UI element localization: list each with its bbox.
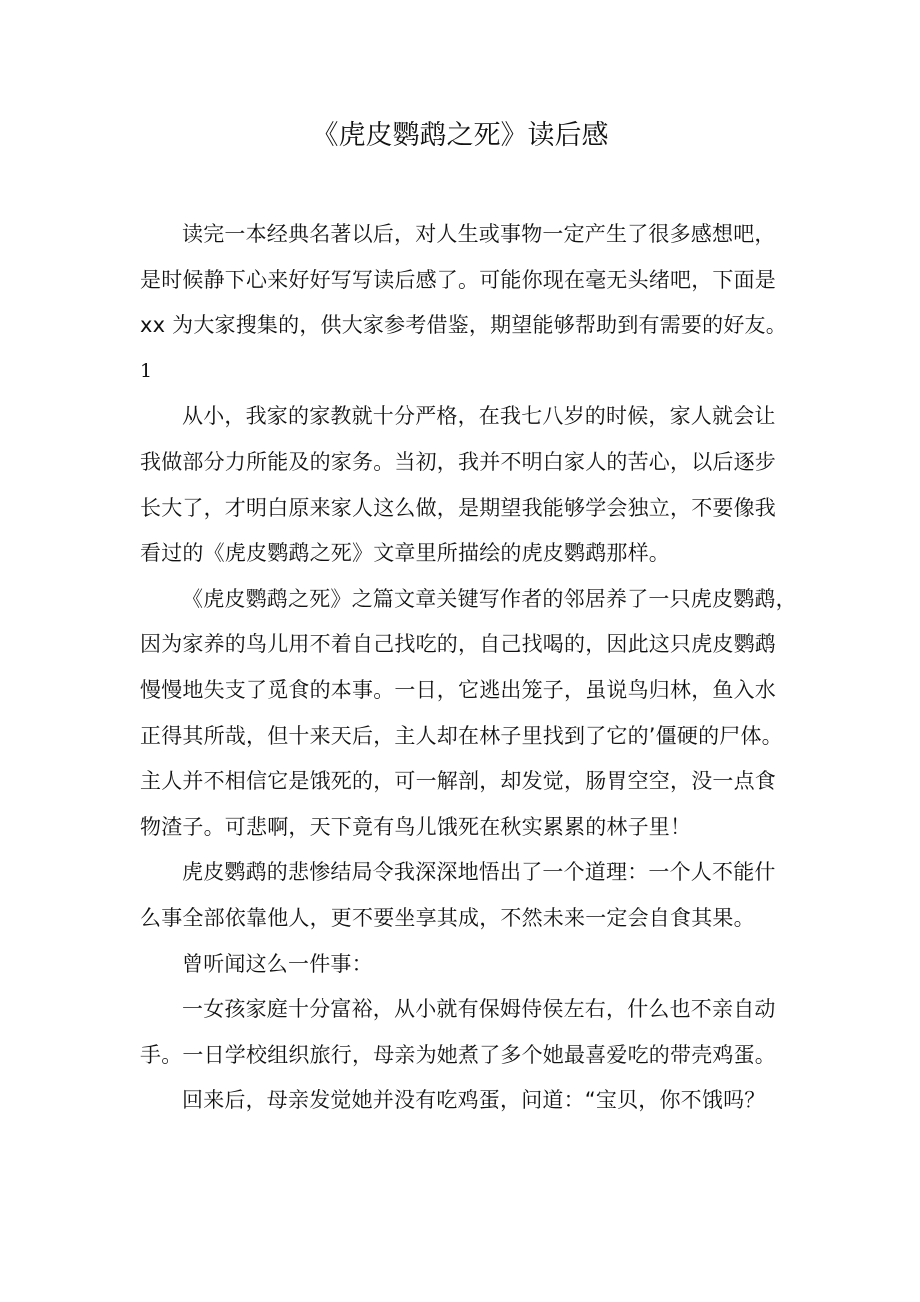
- paragraph-line: 主人并不相信它是饿死的，可一解剖，却发觉，肠胃空空，没一点食: [140, 769, 776, 794]
- paragraph-line: 物渣子。可悲啊，天下竟有鸟儿饿死在秋实累累的林子里！: [140, 814, 692, 839]
- paragraph-line: 正得其所哉，但十来天后，主人却在林子里找到了它的’僵硬的尸体。: [140, 723, 783, 748]
- paragraph-line: 是时候静下心来好好写写读后感了。可能你现在毫无头绪吧，下面是: [140, 267, 776, 292]
- paragraph-line: 从小，我家的家教就十分严格，在我七八岁的时候，家人就会让: [182, 404, 776, 429]
- paragraph-line: 一女孩家庭十分富裕，从小就有保姆侍侯左右，什么也不亲自动: [182, 997, 776, 1022]
- paragraph-line: 读完一本经典名著以后，对人生或事物一定产生了很多感想吧，: [182, 222, 776, 246]
- paragraph-line: 慢慢地失支了觅食的本事。一日，它逃出笼子，虽说鸟归林，鱼入水: [140, 677, 776, 702]
- paragraph-line: 手。一日学校组织旅行，母亲为她煮了多个她最喜爱吃的带壳鸡蛋。: [140, 1042, 776, 1067]
- paragraph-line: 因为家养的鸟儿用不着自己找吃的，自己找喝的，因此这只虎皮鹦鹉: [140, 632, 776, 657]
- paragraph-line: 1: [140, 359, 153, 382]
- paragraph-line: 曾听闻这么一件事：: [182, 951, 373, 976]
- document-title: 《虎皮鹦鹉之死》读后感: [311, 120, 609, 151]
- paragraph-line: 虎皮鹦鹉的悲惨结局令我深深地悟出了一个道理：一个人不能什: [182, 860, 776, 885]
- paragraph-line: xx 为大家搜集的，供大家参考借鉴，期望能够帮助到有需要的好友。: [140, 313, 787, 338]
- paragraph-line: 我做部分力所能及的家务。当初，我并不明白家人的苦心，以后逐步: [140, 449, 776, 474]
- paragraph-line: 么事全部依靠他人，更不要坐享其成，不然未来一定会自食其果。: [140, 905, 755, 930]
- document-body: [140, 212, 797, 1124]
- paragraph-line: 回来后，母亲发觉她并没有吃鸡蛋，问道：“宝贝，你不饿吗？: [182, 1088, 766, 1113]
- paragraph-line: 看过的《虎皮鹦鹉之死》文章里所描绘的虎皮鹦鹉那样。: [140, 541, 670, 566]
- paragraph-line: 长大了，才明白原来家人这么做，是期望我能够学会独立，不要像我: [140, 495, 776, 520]
- paragraph-line: 《虎皮鹦鹉之死》之篇文章关键写作者的邻居养了一只虎皮鹦鹉，: [182, 586, 797, 611]
